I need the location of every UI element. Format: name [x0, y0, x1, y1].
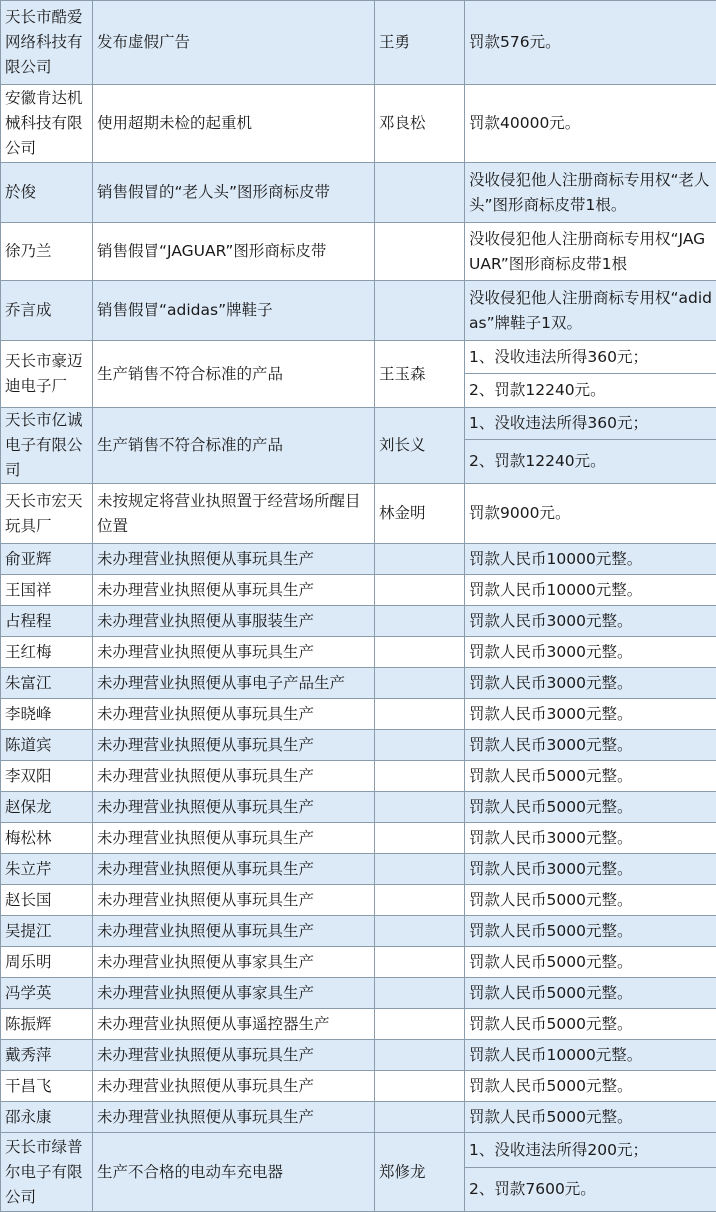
responsible-person-cell — [375, 1102, 465, 1133]
responsible-person-cell — [375, 885, 465, 916]
table-row — [1, 885, 716, 916]
party-name-cell: 赵保龙 — [1, 792, 93, 823]
punishment-cell: 罚款人民币10000元整。 — [465, 1040, 716, 1071]
party-name-cell: 邵永康 — [1, 1102, 93, 1133]
table-row — [1, 637, 716, 668]
responsible-person-cell: 郑修龙 — [375, 1133, 465, 1212]
responsible-person-cell — [375, 668, 465, 699]
party-name-cell: 安徽肯达机械科技有限公司 — [1, 85, 93, 163]
party-name-cell: 天长市绿普尔电子有限公司 — [1, 1133, 93, 1212]
responsible-person-cell — [375, 823, 465, 854]
responsible-person-cell — [375, 792, 465, 823]
penalty-table-body — [1, 1, 716, 1212]
punishment-cell: 罚款人民币5000元整。 — [465, 761, 716, 792]
table-row — [1, 544, 716, 575]
violation-cell: 未办理营业执照便从事玩具生产 — [93, 1040, 375, 1071]
table-row — [1, 1, 716, 85]
violation-cell: 未办理营业执照便从事服装生产 — [93, 606, 375, 637]
punishment-cell: 1、没收违法所得360元； — [465, 341, 716, 374]
responsible-person-cell: 刘长义 — [375, 408, 465, 484]
responsible-person-cell — [375, 1040, 465, 1071]
table-row — [1, 1133, 716, 1168]
table-row — [1, 1009, 716, 1040]
punishment-cell: 罚款人民币5000元整。 — [465, 1071, 716, 1102]
party-name-cell: 陈道宾 — [1, 730, 93, 761]
party-name-cell: 乔言成 — [1, 281, 93, 341]
party-name-cell: 天长市酷爱网络科技有限公司 — [1, 1, 93, 85]
punishment-cell: 罚款人民币5000元整。 — [465, 885, 716, 916]
punishment-cell: 罚款人民币5000元整。 — [465, 947, 716, 978]
responsible-person-cell: 王玉森 — [375, 341, 465, 408]
punishment-cell: 罚款人民币5000元整。 — [465, 978, 716, 1009]
punishment-cell: 罚款人民币5000元整。 — [465, 1102, 716, 1133]
punishment-cell: 罚款人民币5000元整。 — [465, 792, 716, 823]
party-name-cell: 天长市豪迈迪电子厂 — [1, 341, 93, 408]
violation-cell: 未办理营业执照便从事电子产品生产 — [93, 668, 375, 699]
violation-cell: 销售假冒“adidas”牌鞋子 — [93, 281, 375, 341]
violation-cell: 未办理营业执照便从事玩具生产 — [93, 637, 375, 668]
violation-cell: 未按规定将营业执照置于经营场所醒目位置 — [93, 484, 375, 544]
violation-cell: 未办理营业执照便从事遥控器生产 — [93, 1009, 375, 1040]
table-row — [1, 85, 716, 163]
table-row — [1, 668, 716, 699]
responsible-person-cell — [375, 1009, 465, 1040]
table-row — [1, 916, 716, 947]
violation-cell: 未办理营业执照便从事玩具生产 — [93, 544, 375, 575]
table-row — [1, 341, 716, 374]
party-name-cell: 陈振辉 — [1, 1009, 93, 1040]
violation-cell: 使用超期未检的起重机 — [93, 85, 375, 163]
punishment-cell: 没收侵犯他人注册商标专用权“老人头”图形商标皮带1根。 — [465, 163, 716, 223]
violation-cell: 销售假冒“JAGUAR”图形商标皮带 — [93, 223, 375, 281]
responsible-person-cell — [375, 163, 465, 223]
punishment-cell: 罚款9000元。 — [465, 484, 716, 544]
table-row — [1, 163, 716, 223]
punishment-cell: 罚款人民币3000元整。 — [465, 668, 716, 699]
table-row — [1, 223, 716, 281]
responsible-person-cell — [375, 606, 465, 637]
party-name-cell: 李双阳 — [1, 761, 93, 792]
responsible-person-cell — [375, 1071, 465, 1102]
table-row — [1, 792, 716, 823]
responsible-person-cell — [375, 281, 465, 341]
party-name-cell: 王红梅 — [1, 637, 93, 668]
punishment-cell: 没收侵犯他人注册商标专用权“JAGUAR”图形商标皮带1根 — [465, 223, 716, 281]
party-name-cell: 占程程 — [1, 606, 93, 637]
table-row — [1, 575, 716, 606]
table-row — [1, 730, 716, 761]
party-name-cell: 俞亚辉 — [1, 544, 93, 575]
violation-cell: 未办理营业执照便从事玩具生产 — [93, 1071, 375, 1102]
table-row — [1, 761, 716, 792]
violation-cell: 生产不合格的电动车充电器 — [93, 1133, 375, 1212]
punishment-cell: 罚款人民币5000元整。 — [465, 1009, 716, 1040]
punishment-cell: 罚款人民币10000元整。 — [465, 544, 716, 575]
punishment-cell: 罚款人民币3000元整。 — [465, 606, 716, 637]
table-row — [1, 699, 716, 730]
punishment-cell: 罚款人民币3000元整。 — [465, 854, 716, 885]
party-name-cell: 徐乃兰 — [1, 223, 93, 281]
party-name-cell: 戴秀萍 — [1, 1040, 93, 1071]
table-row — [1, 484, 716, 544]
responsible-person-cell — [375, 916, 465, 947]
violation-cell: 未办理营业执照便从事玩具生产 — [93, 854, 375, 885]
punishment-cell: 罚款人民币5000元整。 — [465, 916, 716, 947]
punishment-cell: 2、罚款7600元。 — [465, 1168, 716, 1212]
punishment-cell: 1、没收违法所得200元； — [465, 1133, 716, 1168]
table-row — [1, 281, 716, 341]
responsible-person-cell — [375, 947, 465, 978]
party-name-cell: 吴提江 — [1, 916, 93, 947]
punishment-cell: 罚款40000元。 — [465, 85, 716, 163]
responsible-person-cell — [375, 978, 465, 1009]
party-name-cell: 天长市亿诚电子有限公司 — [1, 408, 93, 484]
violation-cell: 未办理营业执照便从事玩具生产 — [93, 699, 375, 730]
table-row — [1, 408, 716, 440]
punishment-cell: 1、没收违法所得360元； — [465, 408, 716, 440]
table-row — [1, 823, 716, 854]
responsible-person-cell — [375, 637, 465, 668]
responsible-person-cell — [375, 730, 465, 761]
table-row — [1, 978, 716, 1009]
party-name-cell: 朱富江 — [1, 668, 93, 699]
responsible-person-cell: 邓良松 — [375, 85, 465, 163]
party-name-cell: 冯学英 — [1, 978, 93, 1009]
violation-cell: 未办理营业执照便从事家具生产 — [93, 947, 375, 978]
punishment-cell: 罚款人民币10000元整。 — [465, 575, 716, 606]
party-name-cell: 赵长国 — [1, 885, 93, 916]
party-name-cell: 天长市宏天玩具厂 — [1, 484, 93, 544]
punishment-cell: 罚款人民币3000元整。 — [465, 730, 716, 761]
party-name-cell: 周乐明 — [1, 947, 93, 978]
responsible-person-cell: 林金明 — [375, 484, 465, 544]
punishment-cell: 没收侵犯他人注册商标专用权“adidas”牌鞋子1双。 — [465, 281, 716, 341]
violation-cell: 未办理营业执照便从事玩具生产 — [93, 761, 375, 792]
party-name-cell: 李晓峰 — [1, 699, 93, 730]
violation-cell: 未办理营业执照便从事玩具生产 — [93, 792, 375, 823]
punishment-cell: 罚款人民币3000元整。 — [465, 823, 716, 854]
responsible-person-cell — [375, 854, 465, 885]
violation-cell: 未办理营业执照便从事玩具生产 — [93, 730, 375, 761]
table-row — [1, 854, 716, 885]
violation-cell: 未办理营业执照便从事玩具生产 — [93, 575, 375, 606]
responsible-person-cell — [375, 544, 465, 575]
violation-cell: 未办理营业执照便从事玩具生产 — [93, 823, 375, 854]
party-name-cell: 朱立芹 — [1, 854, 93, 885]
table-row — [1, 1102, 716, 1133]
violation-cell: 生产销售不符合标准的产品 — [93, 408, 375, 484]
responsible-person-cell — [375, 575, 465, 606]
party-name-cell: 梅松林 — [1, 823, 93, 854]
punishment-cell: 罚款人民币3000元整。 — [465, 637, 716, 668]
punishment-cell: 2、罚款12240元。 — [465, 374, 716, 408]
punishment-cell: 罚款人民币3000元整。 — [465, 699, 716, 730]
table-row — [1, 1071, 716, 1102]
responsible-person-cell — [375, 223, 465, 281]
violation-cell: 未办理营业执照便从事玩具生产 — [93, 1102, 375, 1133]
table-row — [1, 606, 716, 637]
responsible-person-cell — [375, 699, 465, 730]
violation-cell: 未办理营业执照便从事玩具生产 — [93, 885, 375, 916]
punishment-cell: 2、罚款12240元。 — [465, 440, 716, 484]
punishment-cell: 罚款576元。 — [465, 1, 716, 85]
party-name-cell: 王国祥 — [1, 575, 93, 606]
responsible-person-cell: 王勇 — [375, 1, 465, 85]
party-name-cell: 干昌飞 — [1, 1071, 93, 1102]
violation-cell: 未办理营业执照便从事玩具生产 — [93, 916, 375, 947]
table-row — [1, 947, 716, 978]
violation-cell: 未办理营业执照便从事家具生产 — [93, 978, 375, 1009]
violation-cell: 发布虚假广告 — [93, 1, 375, 85]
violation-cell: 销售假冒的“老人头”图形商标皮带 — [93, 163, 375, 223]
violation-cell: 生产销售不符合标准的产品 — [93, 341, 375, 408]
table-row — [1, 1040, 716, 1071]
party-name-cell: 於俊 — [1, 163, 93, 223]
responsible-person-cell — [375, 761, 465, 792]
